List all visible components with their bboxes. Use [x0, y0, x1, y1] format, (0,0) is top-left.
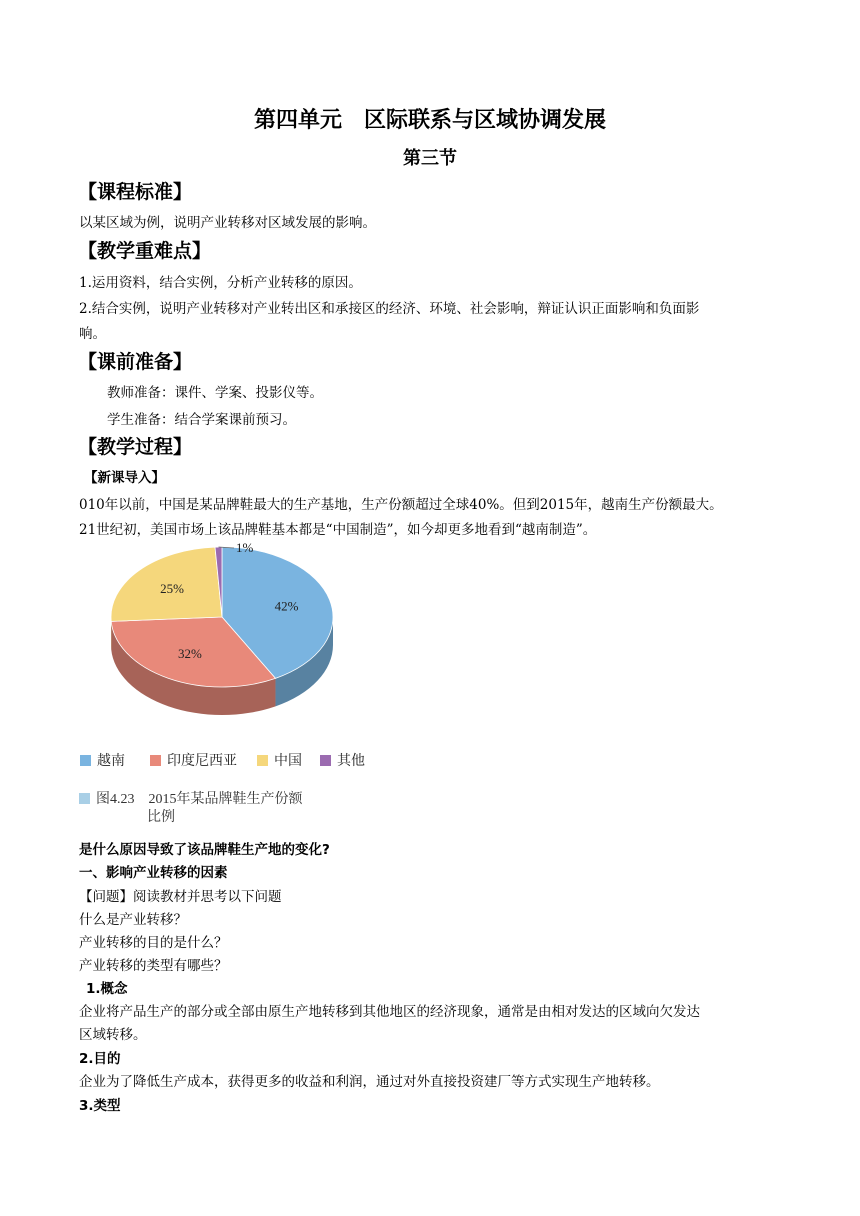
legend-swatch — [257, 755, 268, 766]
concept-heading: 1.概念 — [86, 981, 128, 997]
document-title: 第四单元 区际联系与区域协调发展 — [253, 107, 606, 133]
question-1: 什么是产业转移？ — [79, 912, 187, 928]
keypoints-heading: 【教学重难点】 — [78, 240, 212, 262]
legend-item — [257, 750, 302, 770]
figure-caption — [79, 788, 303, 808]
legend-swatch — [320, 755, 331, 766]
guiding-question: 是什么原因导致了该品牌鞋生产地的变化? — [79, 842, 330, 858]
legend-label: 中国 — [274, 754, 302, 769]
purpose-text: 企业为了降低生产成本，获得更多的收益和利润，通过对外直接投资建厂等方式实现生产地转移。 — [79, 1074, 660, 1090]
pie-label-0: 42% — [274, 598, 299, 614]
prep-heading: 【课前准备】 — [78, 351, 193, 373]
legend-item — [150, 750, 237, 770]
intro-line-1: 010年以前，中国是某品牌鞋最大的生产基地，生产份额超过全球40%。但到2015年，越南生产份额最大。 — [79, 497, 723, 513]
keypoint-2: 2.结合实例，说明产业转移对产业转出区和承接区的经济、环境、社会影响，辩证认识正面影响和负面影 — [79, 301, 700, 317]
pie-label-2: 25% — [160, 581, 184, 597]
legend-label: 越南 — [97, 754, 125, 769]
prep-teacher: 教师准备：课件、学案、投影仪等。 — [107, 385, 323, 401]
prep-student: 学生准备：结合学案课前预习。 — [107, 412, 296, 428]
legend-item — [320, 750, 365, 770]
intro-line-2: 21世纪初，美国市场上该品牌鞋基本都是“中国制造”，如今却更多地看到“越南制造”。 — [79, 522, 597, 538]
task-line: 【问题】阅读教材并思考以下问题 — [79, 889, 282, 905]
pie-label-3: 1% — [236, 540, 254, 555]
figure-caption-line1: 图4.23 2015年某品牌鞋生产份额 — [96, 792, 303, 807]
section1-heading: 一、影响产业转移的因素 — [79, 865, 228, 881]
standard-text: 以某区域为例，说明产业转移对区域发展的影响。 — [79, 215, 376, 231]
legend-label: 印度尼西亚 — [167, 754, 237, 769]
section-subtitle: 第三节 — [403, 148, 457, 169]
pie-chart — [96, 535, 356, 735]
concept-line-1: 企业将产品生产的部分或全部由原生产地转移到其他地区的经济现象，通常是由相对发达的区域向欠发达 — [79, 1004, 700, 1020]
process-heading: 【教学过程】 — [78, 436, 193, 458]
question-2: 产业转移的目的是什么？ — [79, 935, 228, 951]
caption-marker-icon — [79, 793, 90, 804]
figure-caption-line2: 比例 — [147, 810, 175, 825]
intro-heading: 【新课导入】 — [84, 470, 165, 486]
pie-label-1: 32% — [177, 645, 202, 661]
concept-line-2: 区域转移。 — [79, 1027, 147, 1043]
keypoint-1: 1.运用资料，结合实例，分析产业转移的原因。 — [79, 275, 362, 291]
legend-swatch — [150, 755, 161, 766]
type-heading: 3.类型 — [79, 1098, 121, 1114]
purpose-heading: 2.目的 — [79, 1051, 121, 1067]
legend-item — [80, 750, 125, 770]
keypoint-2-cont: 响。 — [79, 326, 106, 342]
standard-heading: 【课程标准】 — [78, 181, 193, 203]
legend-swatch — [80, 755, 91, 766]
legend-label: 其他 — [337, 754, 365, 769]
question-3: 产业转移的类型有哪些？ — [79, 958, 228, 974]
